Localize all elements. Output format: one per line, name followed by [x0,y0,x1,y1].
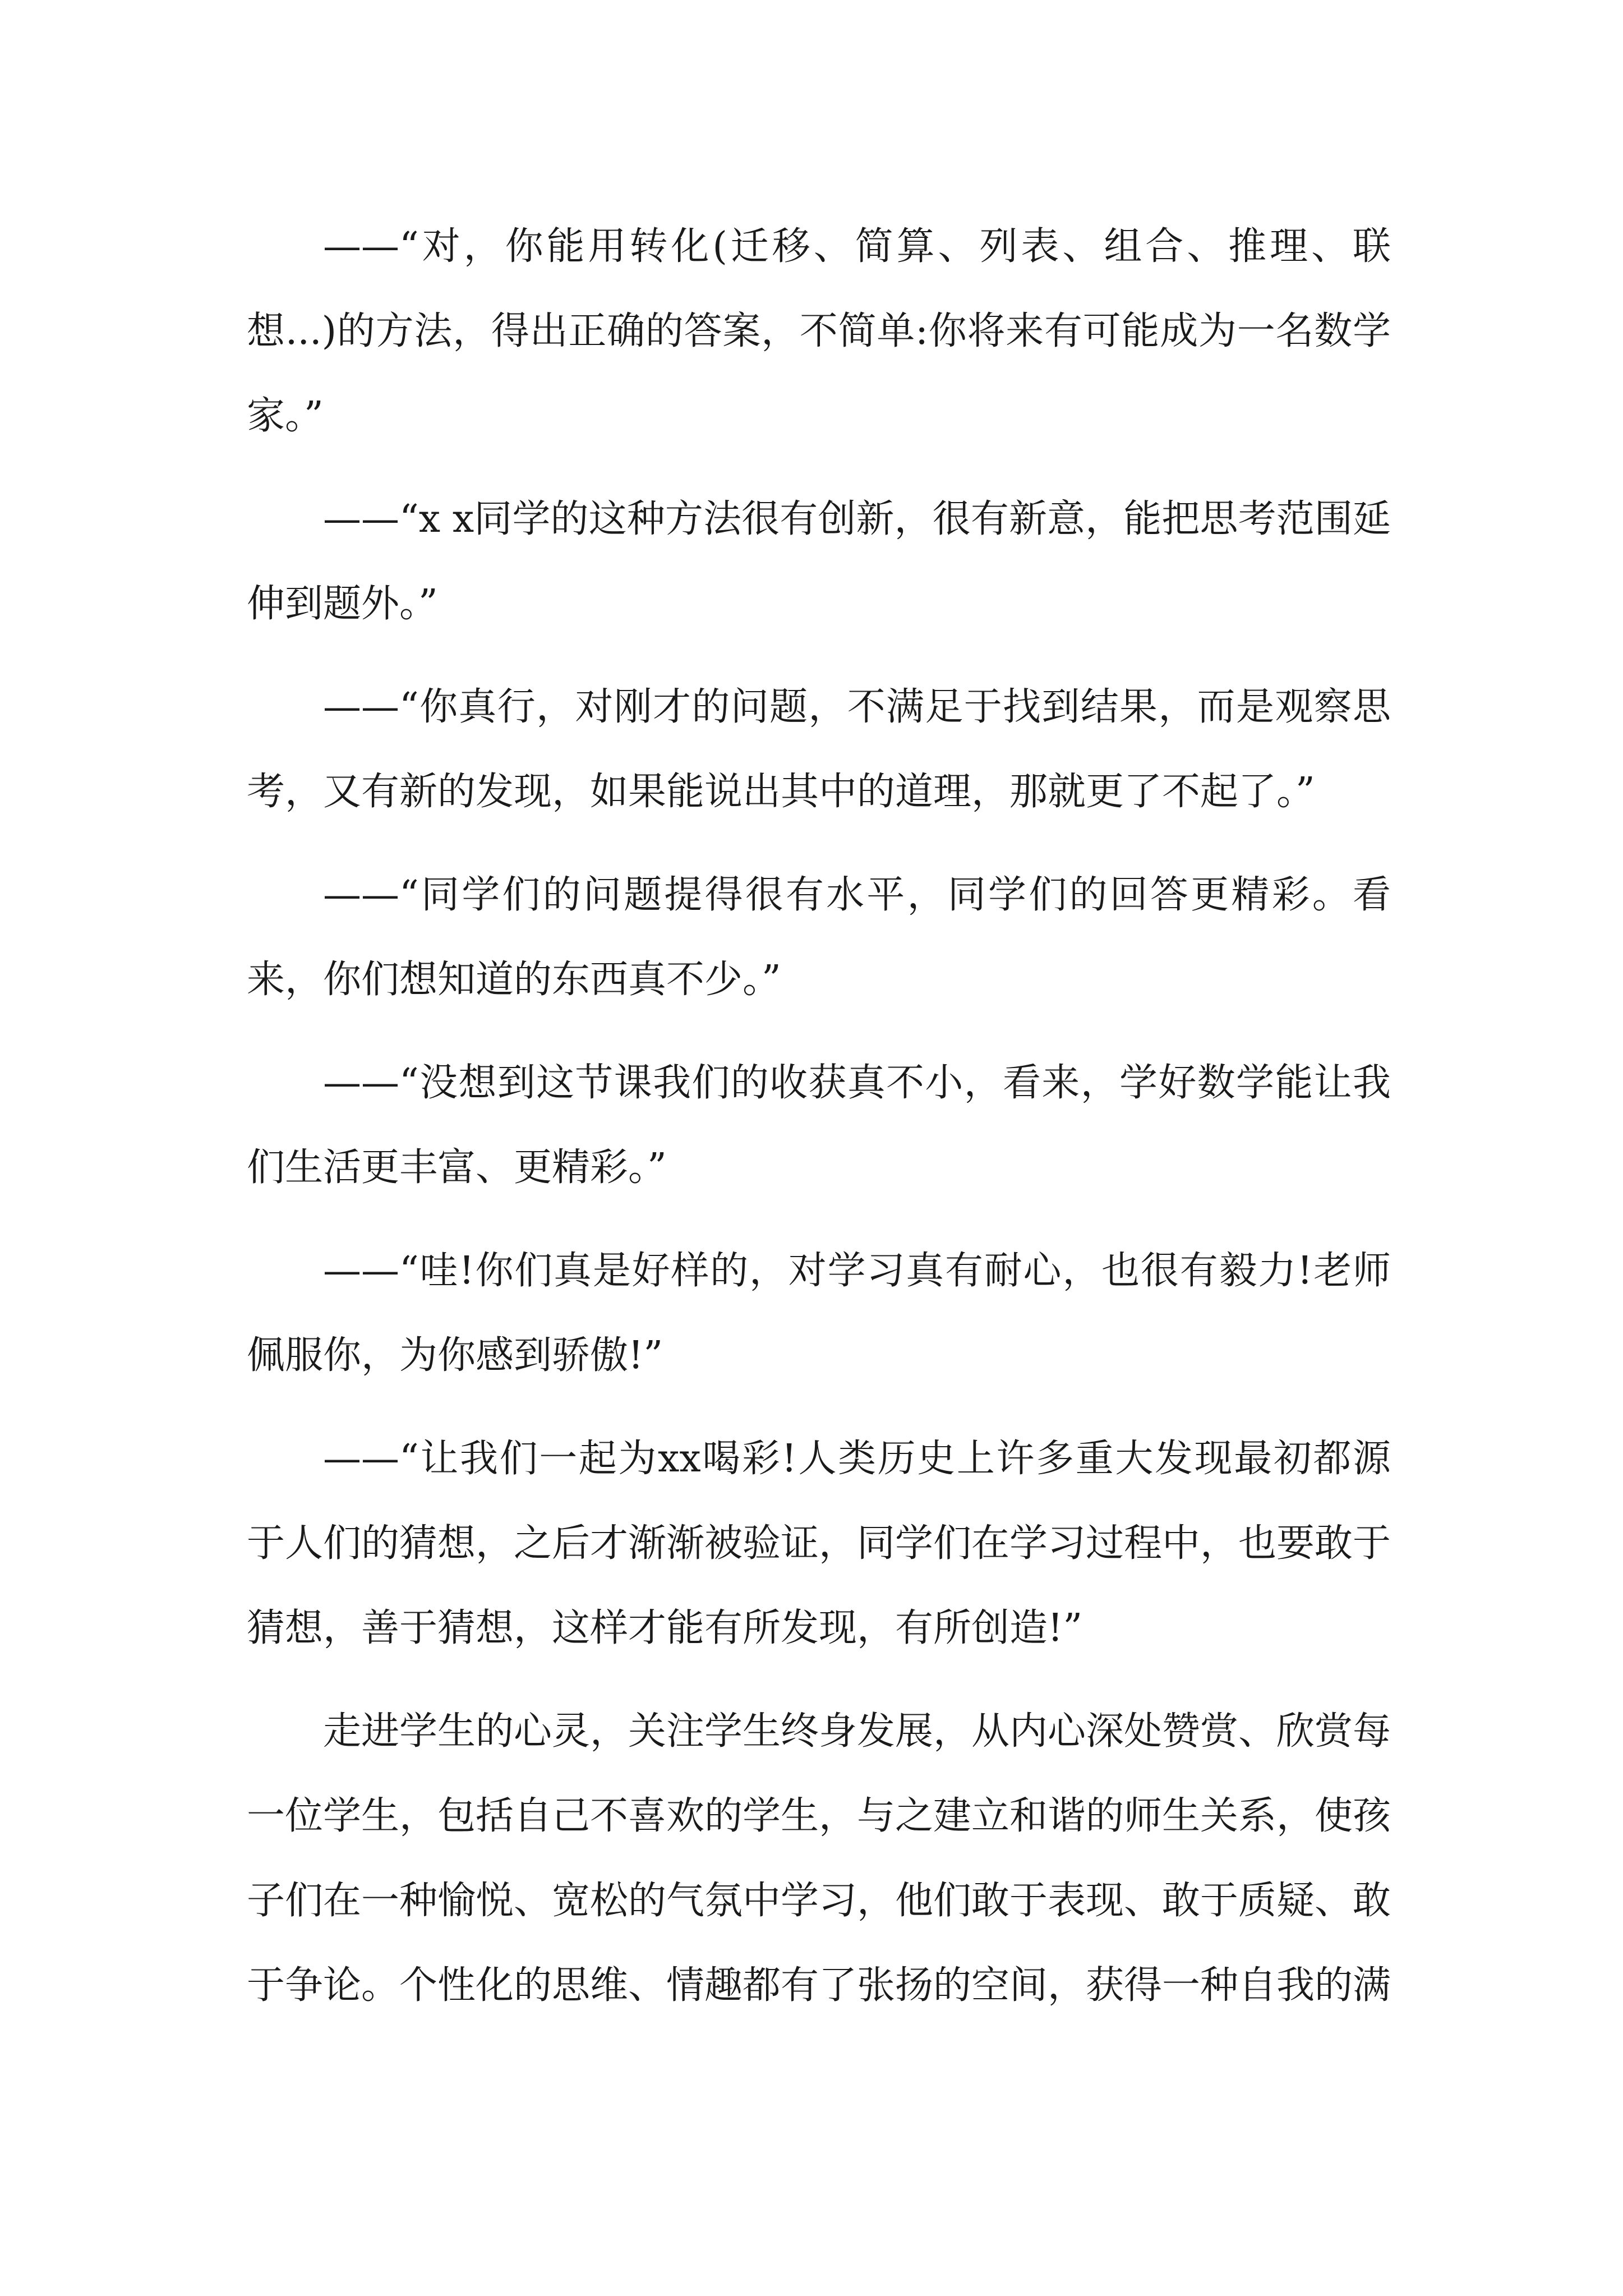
paragraph-praise-conversion: ——“对，你能用转化(迁移、简算、列表、组合、推理、联想...)的方法，得出正确的答案，不简单:你将来有可能成为一名数学家。” [247,224,1391,438]
paragraph-praise-guessing: ——“让我们一起为xx喝彩!人类历史上许多重大发现最初都源于人们的猜想，之后才渐渐被验证，同学们在学习过程中，也要敢于猜想，善于猜想，这样才能有所发现，有所创造!” [247,1437,1391,1650]
paragraph-praise-questions: ——“同学们的问题提得很有水平，同学们的回答更精彩。看来，你们想知道的东西真不少。” [247,873,1391,1002]
paragraph-student-hearts: 走进学生的心灵，关注学生终身发展，从内心深处赞赏、欣赏每一位学生，包括自己不喜欢的学生，与之建立和谐的师生关系，使孩子们在一种愉悦、宽松的气氛中学习，他们敢于表现、敢于质疑、敢于争论。个性化的思维、情趣都有了张扬的空间，获得一种自我的满 [247,1709,1391,2008]
paragraph-praise-harvest: ——“没想到这节课我们的收获真不小，看来，学好数学能让我们生活更丰富、更精彩。” [247,1061,1391,1190]
paragraph-praise-patience: ——“哇!你们真是好样的，对学习真有耐心，也很有毅力!老师佩服你，为你感到骄傲!” [247,1249,1391,1378]
paragraph-praise-innovation: ——“x x同学的这种方法很有创新，很有新意，能把思考范围延伸到题外。” [247,497,1391,626]
document-body [247,204,1391,2046]
paragraph-praise-observation: ——“你真行，对刚才的问题，不满足于找到结果，而是观察思考，又有新的发现，如果能说出其中的道理，那就更了不起了。” [247,685,1391,814]
